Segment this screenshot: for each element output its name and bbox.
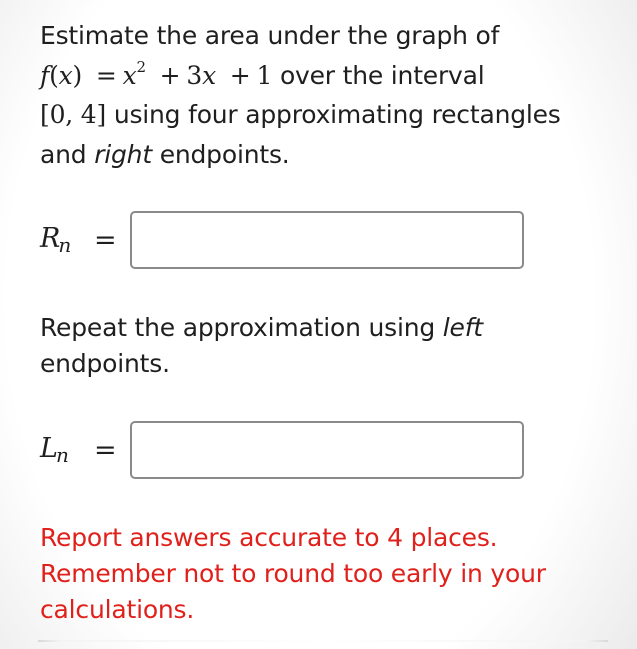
equals-sign: = bbox=[95, 60, 117, 90]
plus-sign-2: + bbox=[229, 60, 251, 90]
interval-end: 4 bbox=[80, 100, 97, 129]
repeat-instruction bbox=[40, 310, 600, 382]
question-line-4 bbox=[40, 135, 620, 175]
function-name: f bbox=[40, 60, 50, 90]
right-sum-input[interactable] bbox=[130, 211, 524, 269]
note-line-3: calculations. bbox=[40, 595, 195, 624]
over-the-interval: over the interval bbox=[279, 60, 485, 90]
repeat-text: Repeat the approximation using bbox=[40, 313, 436, 342]
close-paren: ) bbox=[72, 60, 83, 90]
question-intro: Estimate the area under the graph of bbox=[40, 21, 500, 50]
bottom-divider bbox=[38, 640, 608, 642]
left-sum-subscript: n bbox=[55, 443, 69, 467]
function-var: x bbox=[58, 60, 73, 90]
endpoint-type-left: left bbox=[442, 313, 483, 342]
right-sum-label bbox=[40, 223, 90, 257]
plus-sign-1: + bbox=[159, 60, 181, 90]
left-sum-input[interactable] bbox=[130, 421, 524, 479]
left-sum-letter: L bbox=[40, 433, 58, 464]
interval-comma: , bbox=[65, 100, 81, 129]
right-sum-subscript: n bbox=[58, 233, 72, 257]
question-line-1 bbox=[40, 16, 620, 56]
right-sum-letter: R bbox=[40, 223, 61, 254]
expr-coefficient: 3 bbox=[186, 60, 203, 90]
repeat-suffix: endpoints. bbox=[40, 349, 170, 378]
endpoint-type-right: right bbox=[94, 139, 152, 169]
question-text bbox=[40, 16, 620, 174]
right-sum-equals: = bbox=[94, 224, 117, 256]
using-rectangles: using four approximating rectangles bbox=[113, 100, 561, 129]
accuracy-note bbox=[40, 520, 620, 628]
expr-exponent: 2 bbox=[136, 57, 146, 76]
question-line-3 bbox=[40, 95, 620, 135]
left-sum-equals: = bbox=[94, 434, 117, 466]
and-word: and bbox=[40, 139, 87, 169]
question-line-2 bbox=[40, 56, 620, 96]
interval-close: ] bbox=[96, 100, 107, 129]
note-line-1: Report answers accurate to 4 places. bbox=[40, 523, 498, 552]
endpoints-suffix: endpoints. bbox=[159, 139, 290, 169]
interval-start: 0 bbox=[49, 100, 66, 129]
open-paren: ( bbox=[49, 60, 59, 90]
expr-x: x bbox=[122, 60, 137, 90]
left-sum-label bbox=[40, 433, 90, 467]
left-sum-row bbox=[40, 421, 524, 479]
expr-x2: x bbox=[202, 60, 216, 90]
right-sum-row bbox=[40, 211, 524, 269]
note-line-2: Remember not to round too early in your bbox=[40, 559, 546, 588]
expr-constant: 1 bbox=[256, 60, 273, 90]
interval-open: [ bbox=[40, 100, 50, 129]
